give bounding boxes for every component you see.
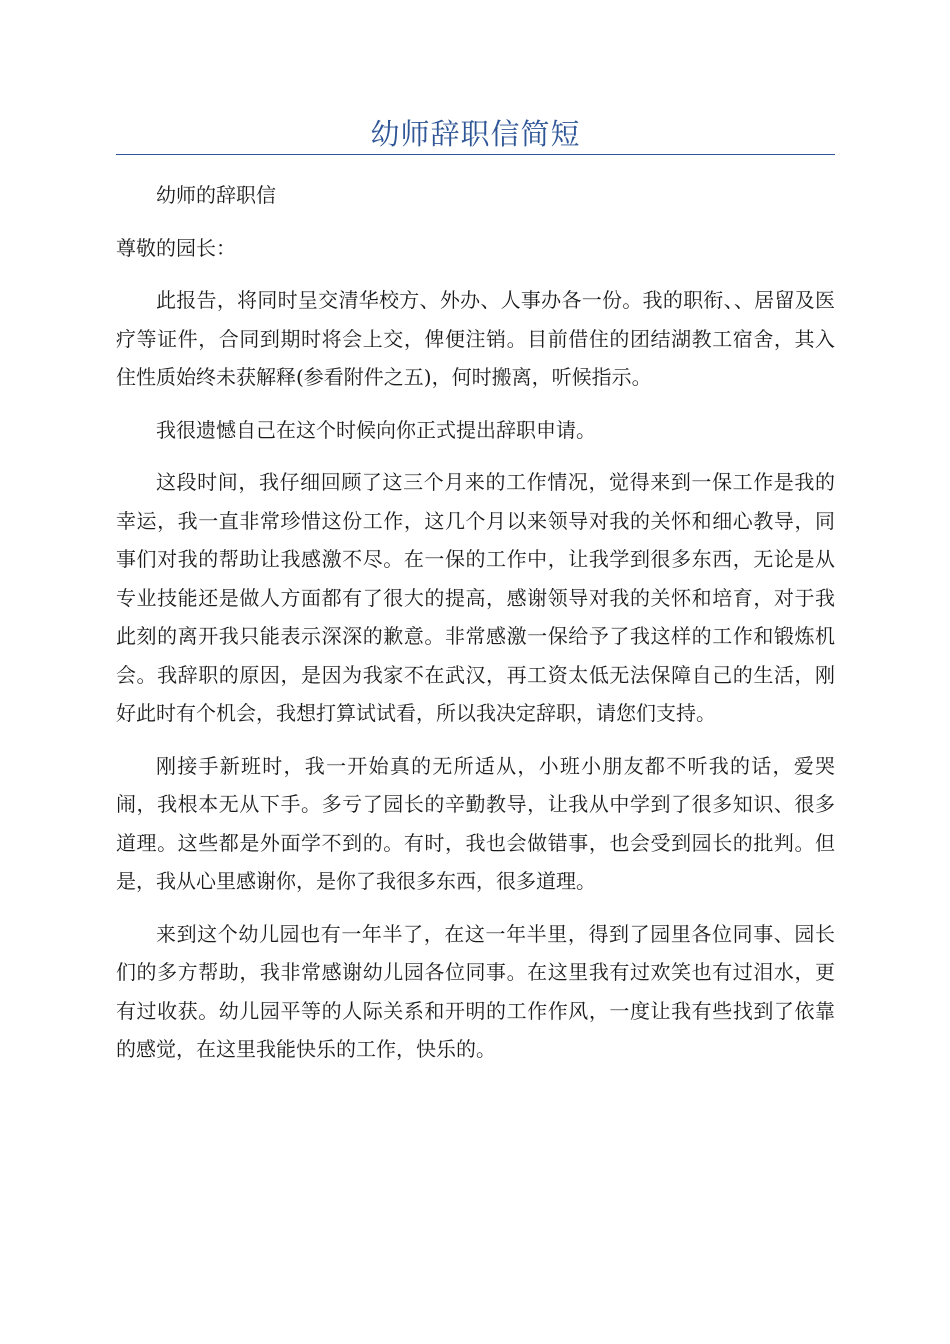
salutation: 尊敬的园长： (116, 235, 236, 260)
paragraph-5: 来到这个幼儿园也有一年半了，在这一年半里，得到了园里各位同事、园长们的多方帮助，我非常感谢幼儿园各位同事。在这里我有过欢笑也有过泪水，更有过收获。幼儿园平等的人际关系和开明的工作作风，一度让我有些找到了依靠的感觉，在这里我能快乐的工作，快乐的。 (116, 921, 835, 1061)
paragraph-1: 此报告，将同时呈交清华校方、外办、人事办各一份。我的职衔、、居留及医疗等证件，合同到期时将会上交，俾便注销。目前借住的团结湖教工宿舍，其入住性质始终未获解释(参看附件之五)，何时搬离，听候指示。 (116, 288, 835, 389)
letter-subtitle: 幼师的辞职信 (156, 183, 276, 207)
paragraph-4: 刚接手新班时，我一开始真的无所适从，小班小朋友都不听我的话，爱哭闹，我根本无从下手。多亏了园长的辛勤教导，让我从中学到了很多知识、很多道理。这些都是外面学不到的。有时，我也会做错事，也会受到园长的批判。但是，我从心里感谢你，是你了我很多东西，很多道理。 (116, 753, 835, 893)
document-body (116, 176, 835, 1083)
paragraph-3: 这段时间，我仔细回顾了这三个月来的工作情况，觉得来到一保工作是我的幸运，我一直非常珍惜这份工作，这几个月以来领导对我的关怀和细心教导，同事们对我的帮助让我感激不尽。在一保的工作中，让我学到很多东西，无论是从专业技能还是做人方面都有了很大的提高，感谢领导对我的关怀和培育，对于我此刻的离开我只能表示深深的歉意。非常感激一保给予了我这样的工作和锻炼机会。我辞职的原因，是因为我家不在武汉，再工资太低无法保障自己的生活，刚好此时有个机会，我想打算试试看，所以我决定辞职，请您们支持。 (116, 470, 835, 725)
title-underline (116, 154, 835, 155)
document-title: 幼师辞职信简短 (370, 117, 581, 151)
paragraph-2: 我很遗憾自己在这个时候向你正式提出辞职申请。 (156, 417, 596, 442)
